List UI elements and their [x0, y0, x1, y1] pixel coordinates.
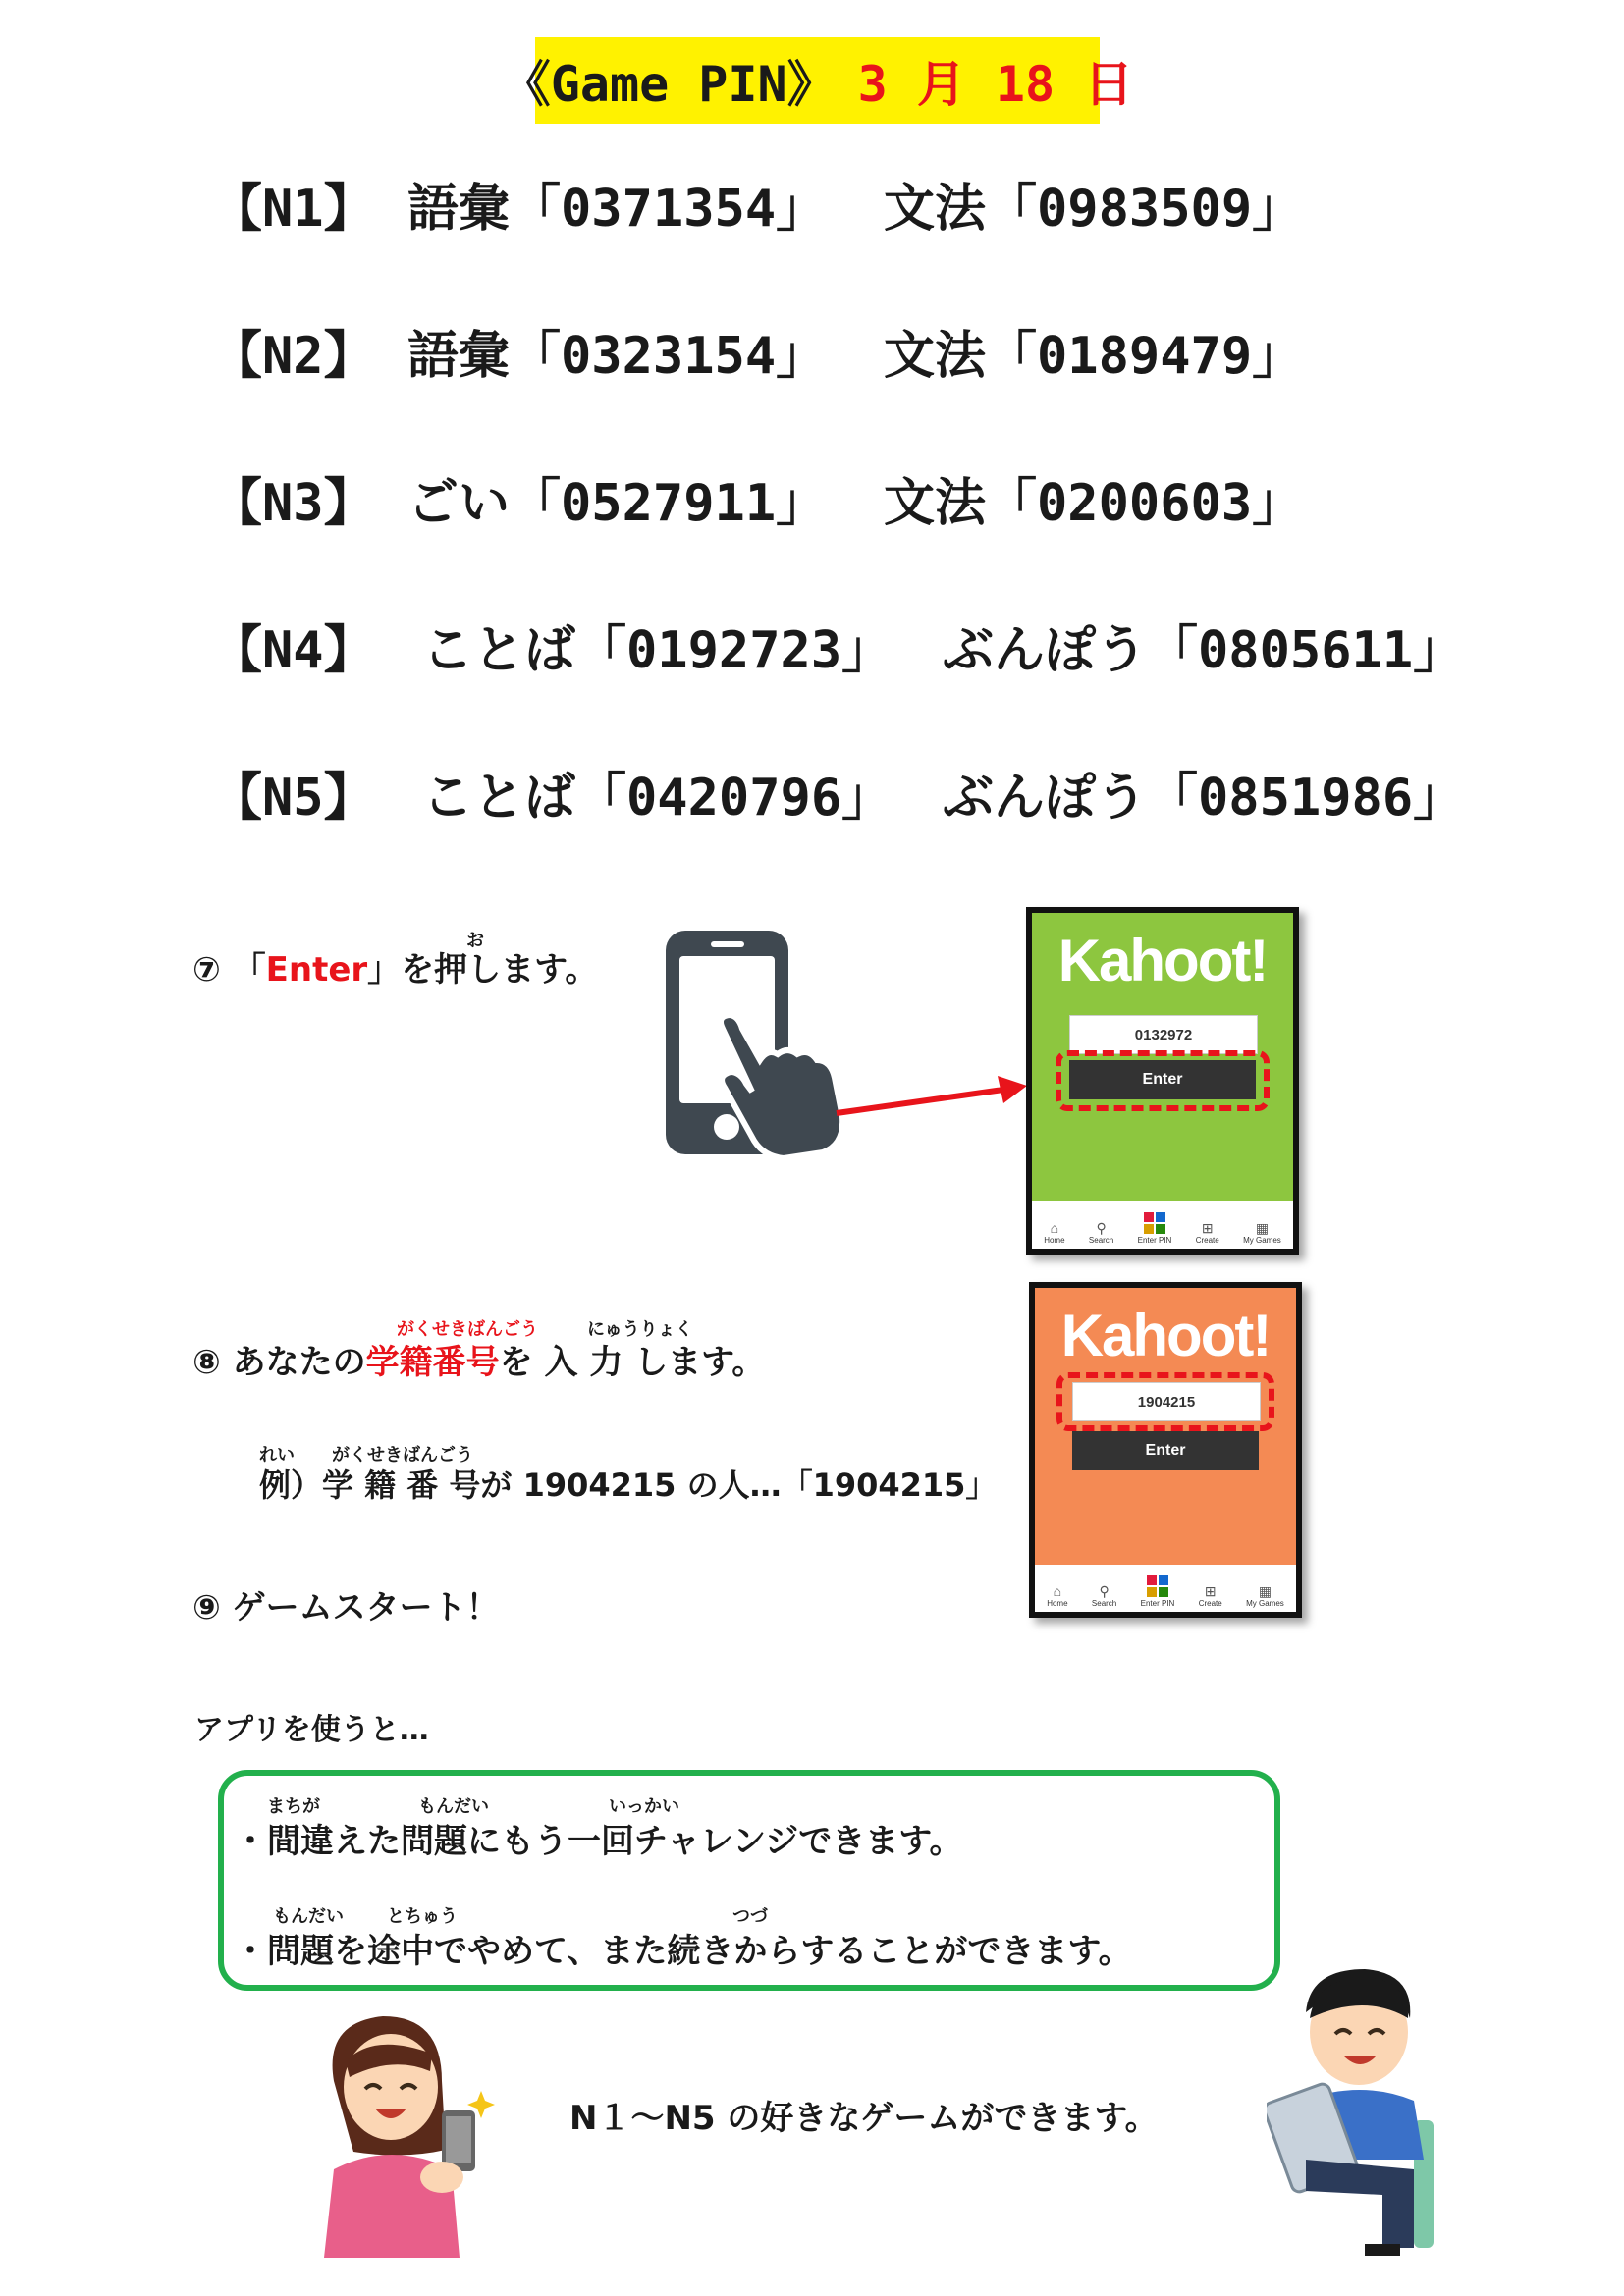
vocab-pin: ことば「0420796」 — [422, 769, 893, 828]
ruby-rei: れい — [259, 1445, 295, 1466]
tab-create[interactable]: ⊞ Create — [1198, 1583, 1222, 1608]
vocab-pin: 語彙「0323154」 — [407, 327, 828, 386]
level-label: 【N1】 — [211, 180, 375, 239]
footer-text: N１～N5 の好きなゲームができます。 — [569, 2099, 1159, 2138]
kahoot-pin-screenshot — [1029, 1282, 1302, 1618]
plus-square-icon: ⊞ — [1201, 1220, 1214, 1236]
level-label: 【N5】 — [211, 769, 375, 828]
highlight-dashed-frame — [1056, 1372, 1274, 1431]
step7-pre: 「 — [232, 950, 266, 989]
vocab-pin: 語彙「0371354」 — [407, 180, 828, 239]
step8-text — [192, 1335, 765, 1383]
ruby-mondai-2: もんだい — [273, 1906, 344, 1927]
level-label: 【N3】 — [211, 474, 375, 533]
pin-row-n4 — [211, 609, 1488, 687]
ruby-gakusekibangou-2: がくせきばんごう — [332, 1445, 473, 1466]
grammar-pin: 文法「0189479」 — [884, 327, 1304, 386]
smartphone-tap-icon — [666, 931, 862, 1156]
grid-icon: ▦ — [1255, 1220, 1270, 1236]
arrow-icon — [835, 1070, 1031, 1129]
kahoot-shapes-icon — [1144, 1212, 1165, 1234]
ruby-tsuzu: つづ — [732, 1906, 768, 1927]
tab-search[interactable]: ⚲ Search — [1088, 1220, 1114, 1245]
ruby-ikkai: いっかい — [609, 1796, 679, 1817]
kahoot-logo: Kahoot! — [1060, 1303, 1271, 1368]
step8-example: 例）学 籍 番 号が 1904215 の人…「1904215」 — [259, 1467, 998, 1504]
ruby-gakusekibangou: がくせきばんごう — [397, 1319, 538, 1340]
tab-enter-pin[interactable]: Enter PIN — [1138, 1212, 1172, 1245]
pin-row-n5 — [211, 756, 1488, 834]
app-note-heading: アプリを使うと… — [194, 1713, 429, 1747]
benefit-line-1: ・間違えた問題にもう一回チャレンジできます。 — [234, 1822, 963, 1861]
step7-text — [192, 942, 598, 990]
ruby-nyuuryoku: にゅうりょく — [587, 1319, 693, 1340]
enter-button[interactable]: Enter — [1069, 1060, 1256, 1099]
tab-home[interactable]: ⌂ Home — [1044, 1220, 1065, 1245]
step-number: ⑦ — [192, 950, 221, 989]
tab-home[interactable]: ⌂ Home — [1047, 1583, 1068, 1608]
step-number: ⑧ — [192, 1343, 221, 1382]
step8-post: を 入 力 します。 — [499, 1343, 766, 1382]
level-label: 【N2】 — [211, 327, 375, 386]
step8-pre: あなたの — [232, 1343, 366, 1382]
benefit-line-2: ・問題を途中でやめて、また続きからすることができます。 — [234, 1932, 1132, 1971]
ruby-o: お — [466, 931, 484, 951]
title-main: 《Game PIN》 — [501, 56, 837, 113]
title-date: 3 月 18 日 — [857, 56, 1134, 113]
grammar-pin: ぶんぽう「0805611」 — [943, 621, 1465, 680]
search-icon: ⚲ — [1096, 1220, 1107, 1236]
enter-keyword: Enter — [265, 950, 368, 989]
bottom-tab-bar — [1035, 1565, 1296, 1612]
woman-with-phone-illustration — [295, 2002, 511, 2258]
pin-row-n2 — [211, 314, 1488, 393]
pin-row-n1 — [211, 167, 1488, 245]
ruby-machiga: まちが — [267, 1796, 320, 1817]
game-pin-input[interactable]: 0132972 — [1069, 1015, 1258, 1054]
search-icon: ⚲ — [1099, 1583, 1110, 1599]
game-pin-input[interactable]: 1904215 — [1072, 1382, 1261, 1421]
enter-button[interactable]: Enter — [1072, 1431, 1259, 1470]
tab-search[interactable]: ⚲ Search — [1091, 1583, 1117, 1608]
tab-enter-pin[interactable]: Enter PIN — [1141, 1575, 1175, 1608]
step7-post: 」を押します。 — [367, 950, 599, 989]
tab-create[interactable]: ⊞ Create — [1195, 1220, 1219, 1245]
bottom-tab-bar — [1032, 1201, 1293, 1249]
home-icon: ⌂ — [1050, 1220, 1059, 1236]
title-banner — [501, 37, 1134, 124]
grammar-pin: 文法「0983509」 — [884, 180, 1304, 239]
tab-my-games[interactable]: ▦ My Games — [1246, 1583, 1284, 1608]
step9-label: ゲームスタート！ — [232, 1588, 500, 1628]
step9-text — [192, 1580, 500, 1629]
vocab-pin: ことば「0192723」 — [422, 621, 893, 680]
highlight-dashed-frame — [1056, 1050, 1270, 1111]
ruby-mondai: もんだい — [418, 1796, 489, 1817]
grammar-pin: ぶんぽう「0851986」 — [943, 769, 1465, 828]
step-number: ⑨ — [192, 1588, 221, 1628]
vocab-pin: ごい「0527911」 — [407, 474, 828, 533]
grid-icon: ▦ — [1258, 1583, 1272, 1599]
student-number-keyword: 学籍番号 — [365, 1343, 500, 1382]
man-with-tablet-illustration — [1267, 1963, 1453, 2258]
pin-row-n3 — [211, 461, 1488, 540]
kahoot-shapes-icon — [1147, 1575, 1168, 1597]
level-label: 【N4】 — [211, 621, 375, 680]
ruby-tochuu: とちゅう — [387, 1906, 458, 1927]
kahoot-logo: Kahoot! — [1057, 928, 1268, 993]
kahoot-enter-screenshot — [1026, 907, 1299, 1255]
tab-my-games[interactable]: ▦ My Games — [1243, 1220, 1281, 1245]
plus-square-icon: ⊞ — [1204, 1583, 1217, 1599]
home-icon: ⌂ — [1053, 1583, 1062, 1599]
grammar-pin: 文法「0200603」 — [884, 474, 1304, 533]
